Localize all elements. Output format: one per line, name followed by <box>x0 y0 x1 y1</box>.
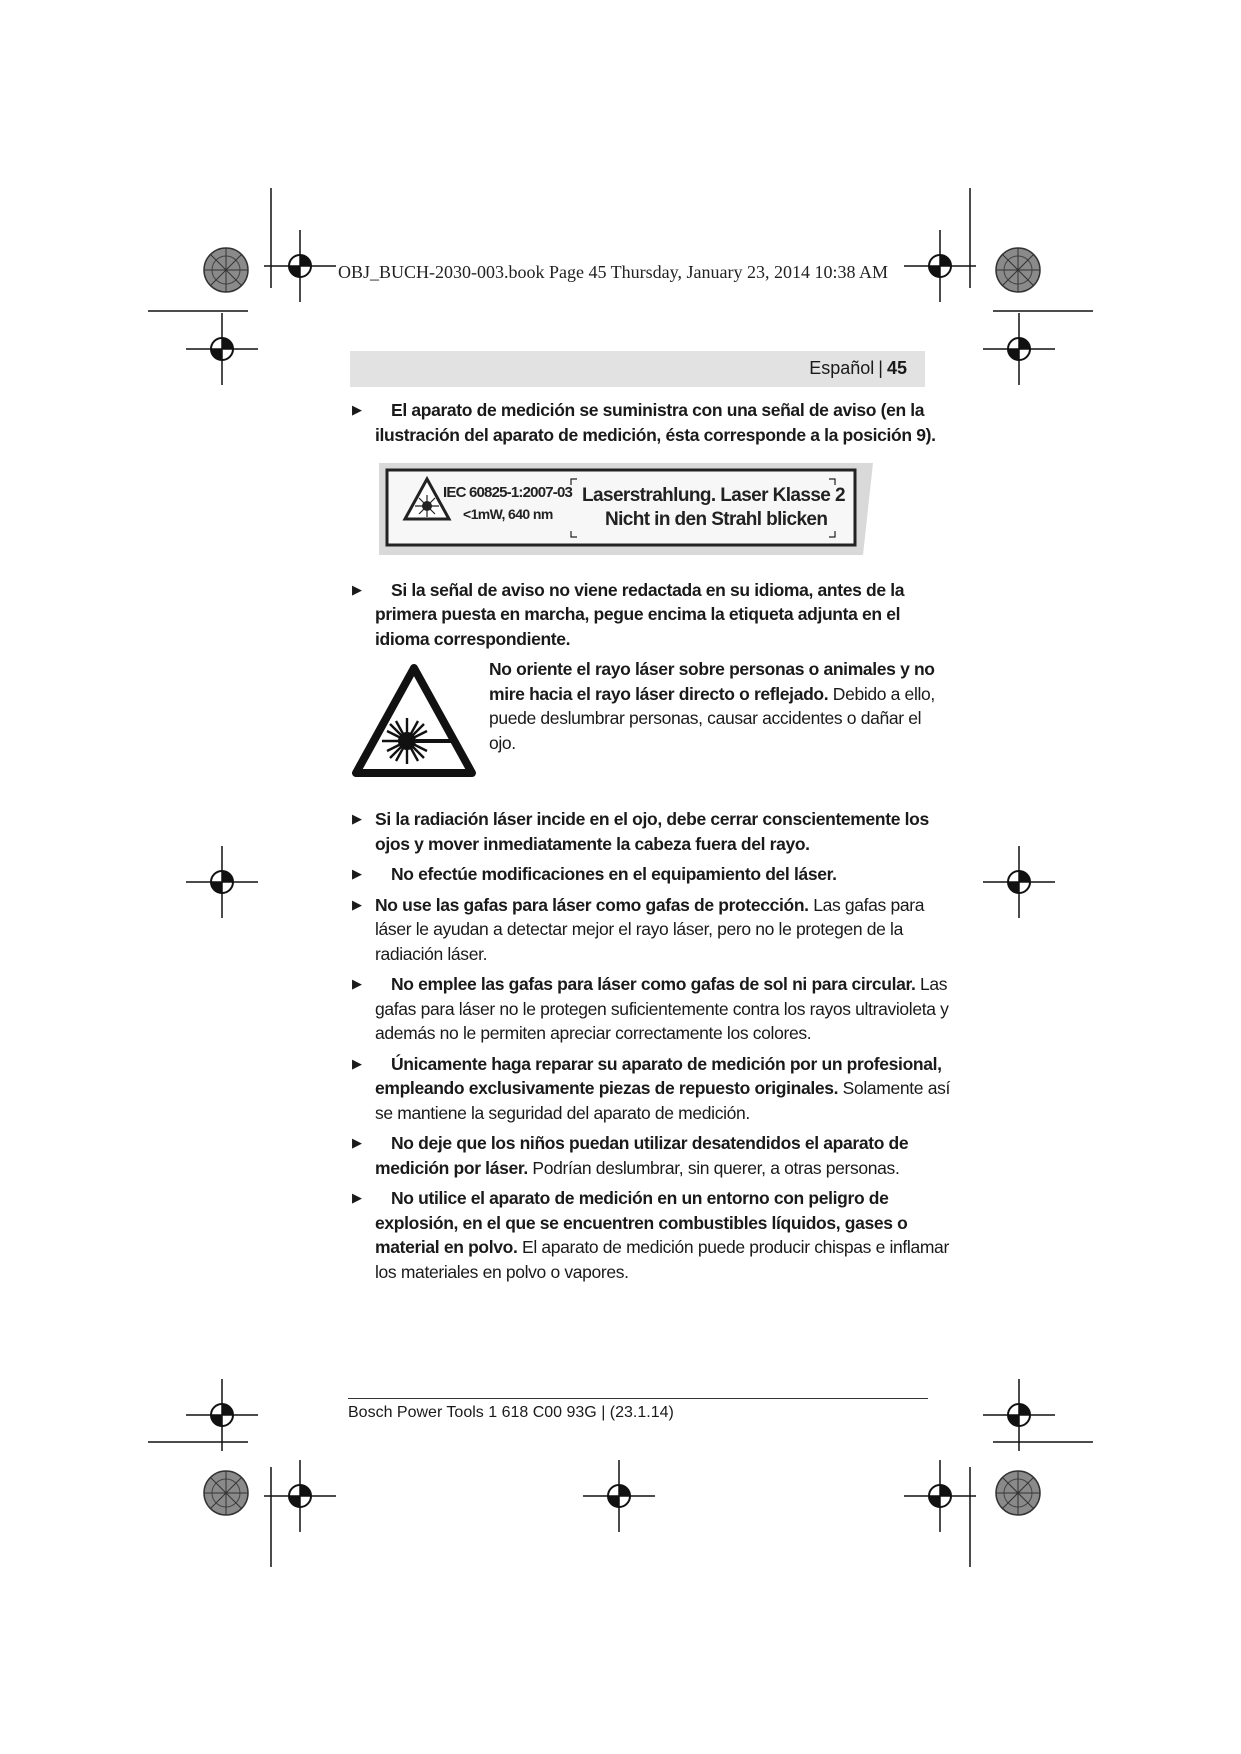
page-header <box>350 351 925 387</box>
list-item <box>352 1052 956 1126</box>
laser-warning-block <box>352 657 956 787</box>
item-detail-text: Solamente así se mantiene la seguridad del aparato de medición. <box>375 1078 950 1123</box>
bullet-arrow-icon: ▶ <box>352 581 362 597</box>
color-target-bottom-left <box>204 1471 248 1515</box>
bullet-arrow-icon: ▶ <box>352 866 362 881</box>
item-bold-text: No deje que los niños puedan utilizar desatendidos el aparato de medición por láser. <box>375 1133 909 1178</box>
item-bold-text: El aparato de medición se suministra con una señal de aviso (en la ilustración del aparato de medición, ésta corresponde a la posición 9). <box>375 400 936 445</box>
item-bold-text: No use las gafas para láser como gafas de protección. <box>375 894 809 915</box>
registration-mark-bottom-center <box>583 1460 655 1532</box>
item-detail-text: Las gafas para láser le ayudan a detectar mejor el rayo láser, pero no le protegen de la radiación láser. <box>375 894 925 964</box>
bullet-arrow-icon: ▶ <box>352 1055 362 1071</box>
item-bold-text: Si la señal de aviso no viene redactada en su idioma, antes de la primera puesta en marcha, pegue encima la etiqueta adjunta en el idioma correspondiente. <box>375 579 905 649</box>
print-slug: OBJ_BUCH-2030-003.book Page 45 Thursday, January 23, 2014 10:38 AM <box>338 262 888 282</box>
bullet-arrow-icon: ▶ <box>352 402 362 417</box>
bullet-arrow-icon: ▶ <box>352 811 362 826</box>
list-item <box>352 1186 956 1284</box>
item-bold-text: Únicamente haga reparar su aparato de medición por un profesional, empleando exclusivamente piezas de repuesto originales. <box>375 1053 942 1098</box>
item-bold-text: Si la radiación láser incide en el ojo, debe cerrar conscientemente los ojos y mover inmediatamente la cabeza fuera del rayo. <box>375 809 929 854</box>
page-footer: Bosch Power Tools 1 618 C00 93G | (23.1.14) <box>348 1404 674 1421</box>
item-bold-text: No utilice el aparato de medición en un entorno con peligro de explosión, en el que se encuentren combustibles líquidos, gases o material en polvo. <box>375 1188 908 1257</box>
registration-mark-top-left <box>264 230 336 302</box>
bullet-arrow-icon: ▶ <box>352 896 362 912</box>
page-number: 45 <box>886 358 907 378</box>
label-subtitle: Nicht in den Strahl blicken <box>605 509 828 530</box>
warning-bold-text: No oriente el rayo láser sobre personas o animales y no mire hacia el rayo láser directo o reflejado. <box>489 659 935 704</box>
label-power: <1mW, 640 nm <box>463 506 553 522</box>
color-target-top-right <box>996 248 1040 292</box>
item-detail-text: Podrían deslumbrar, sin querer, a otras personas. <box>532 1157 900 1178</box>
list-item <box>352 1131 956 1180</box>
warning-text <box>489 657 949 755</box>
warning-detail-text: Debido a ello, puede deslumbrar personas, causar accidentes o dañar el ojo. <box>489 683 935 753</box>
registration-mark-bottom-left <box>264 1460 336 1532</box>
registration-mark-right-middle <box>983 846 1055 918</box>
registration-mark-right-lower <box>983 1379 1055 1451</box>
label-standard: IEC 60825-1:2007-03 <box>443 484 573 501</box>
laser-hazard-icon <box>352 663 476 781</box>
bullet-arrow-icon: ▶ <box>352 1135 362 1150</box>
list-item <box>352 578 956 652</box>
item-bold-text: No efectúe modificaciones en el equipamiento del láser. <box>391 864 837 884</box>
registration-mark-left-middle <box>186 846 258 918</box>
header-language: Español <box>809 358 875 378</box>
list-item <box>352 972 956 1046</box>
list-item <box>352 398 956 447</box>
registration-mark-left-lower <box>186 1379 258 1451</box>
safety-instructions <box>352 398 956 1290</box>
registration-mark-top-right <box>904 230 976 302</box>
header-separator: | <box>878 358 883 378</box>
color-target-top-left <box>204 248 248 292</box>
list-item <box>352 807 956 856</box>
registration-mark-left-upper <box>186 313 258 385</box>
list-item <box>352 862 956 887</box>
label-title: Laserstrahlung. Laser Klasse 2 <box>582 485 845 506</box>
item-detail-text: El aparato de medición puede producir chispas e inflamar los materiales en polvo o vapores. <box>375 1237 949 1282</box>
registration-mark-right-upper <box>983 313 1055 385</box>
laser-warning-label <box>375 461 875 557</box>
bullet-arrow-icon: ▶ <box>352 976 362 991</box>
list-item <box>352 893 956 967</box>
color-target-bottom-right <box>996 1471 1040 1515</box>
registration-mark-bottom-right <box>904 1460 976 1532</box>
item-detail-text: Las gafas para láser no le protegen suficientemente contra los rayos ultravioleta y además no le permiten apreciar correctamente los colores. <box>375 974 949 1043</box>
bullet-arrow-icon: ▶ <box>352 1190 362 1205</box>
footer-rule <box>348 1398 928 1399</box>
item-bold-text: No emplee las gafas para láser como gafas de sol ni para circular. <box>391 974 916 994</box>
